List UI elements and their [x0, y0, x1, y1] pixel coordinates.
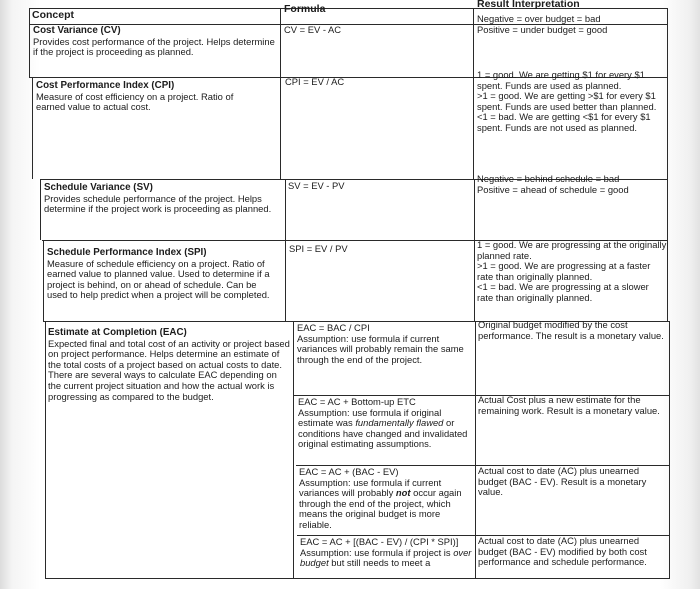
formula-assumption: Assumption: use formula if project is over budget but still needs to meet a: [300, 546, 472, 569]
table-row: [44, 183, 284, 215]
concept-title: Estimate at Completion (EAC): [48, 328, 187, 338]
table-row: [36, 81, 276, 113]
table-row: [47, 248, 283, 301]
concept-title: Schedule Variance (SV): [44, 183, 153, 193]
formula-text: EAC = AC + Bottom-up ETC: [298, 397, 416, 407]
concept-title: Schedule Performance Index (SPI): [47, 248, 207, 258]
concept-title: Cost Performance Index (CPI): [36, 81, 175, 91]
formula-text: EAC = AC + (BAC - EV): [299, 467, 399, 477]
result-cell: Negative = over budget = bad Positive = under budget = good: [477, 14, 608, 35]
concept-description: Provides cost performance of the project. Helps determine if the project is proceeding as planned.: [33, 35, 275, 58]
concept-description: Measure of cost efficiency on a project. Ratio of earned value to actual cost.: [36, 90, 234, 113]
table-row-eac: [48, 328, 291, 402]
formula-cell: SV = EV - PV: [288, 181, 345, 191]
result-cell: 1 = good. We are getting $1 for every $1 spent. Funds are used as planned. >1 = good. We are getting >$1 for every $1 spent. Funds are used better than planned. <1 = bad. We are getting <$1 for every $1 spent. Funds are not used as planned.: [477, 70, 657, 133]
concept-description: Expected final and total cost of an activity or project based on project performance. Helps determine an estimate of the total costs of a project based on actual costs to date. There are several ways to calculate EAC depending on the current project situation and how the actual work is progressing as compared to the budget.: [48, 337, 290, 402]
result-cell: Original budget modified by the cost performance. The result is a monetary value.: [478, 320, 664, 341]
formula-cell: CV = EV - AC: [284, 25, 342, 35]
result-cell: Actual cost to date (AC) plus unearned budget (BAC - EV) modified by both cost performance and schedule performance.: [478, 536, 647, 568]
concept-description: Measure of schedule efficiency on a project. Ratio of earned value to planned value. Used to determine if a project is behind, on or ahead of schedule. Can be used to help predict when a project will be completed.: [47, 257, 270, 301]
result-cell: Actual cost to date (AC) plus unearned budget (BAC - EV). Result is a monetary value.: [478, 466, 647, 498]
concept-description: Provides schedule performance of the project. Helps determine if the project work is proceeding as planned.: [44, 192, 272, 215]
formula-cell: SPI = EV / PV: [289, 244, 348, 254]
eac-formula-2: [298, 397, 474, 450]
formula-text: EAC = AC + [(BAC - EV) / (CPI * SPI)]: [300, 537, 459, 547]
eac-formula-3: [299, 467, 475, 531]
eac-formula-4: [300, 537, 475, 577]
table-row: [33, 26, 278, 58]
header-concept: Concept: [32, 10, 74, 21]
concept-title: Cost Variance (CV): [33, 26, 121, 36]
formula-text: EAC = BAC / CPI: [297, 323, 370, 333]
formula-assumption: Assumption: use formula if current variances will probably not occur again through the end of the project, which means the original budget is more reliable.: [299, 476, 462, 530]
result-cell: Actual Cost plus a new estimate for the remaining work. Result is a monetary value.: [478, 395, 660, 416]
formula-assumption: Assumption: use formula if current variances will probably remain the same through the end of the project.: [297, 332, 464, 365]
formula-assumption: Assumption: use formula if original estimate was fundamentally flawed or conditions have changed and invalidated original estimating assumptions.: [298, 406, 468, 450]
eac-formula-1: [297, 323, 473, 365]
result-cell: Negative = behind schedule = bad Positive = ahead of schedule = good: [477, 174, 629, 195]
header-result: Result Interpretation: [477, 0, 580, 10]
result-cell: 1 = good. We are progressing at the originally planned rate. >1 = good. We are progressing at a faster rate than originally planned. <1 = bad. We are progressing at a slower rate than originally planned.: [477, 240, 667, 303]
header-formula: Formula: [284, 4, 326, 15]
formula-cell: CPI = EV / AC: [285, 77, 345, 87]
